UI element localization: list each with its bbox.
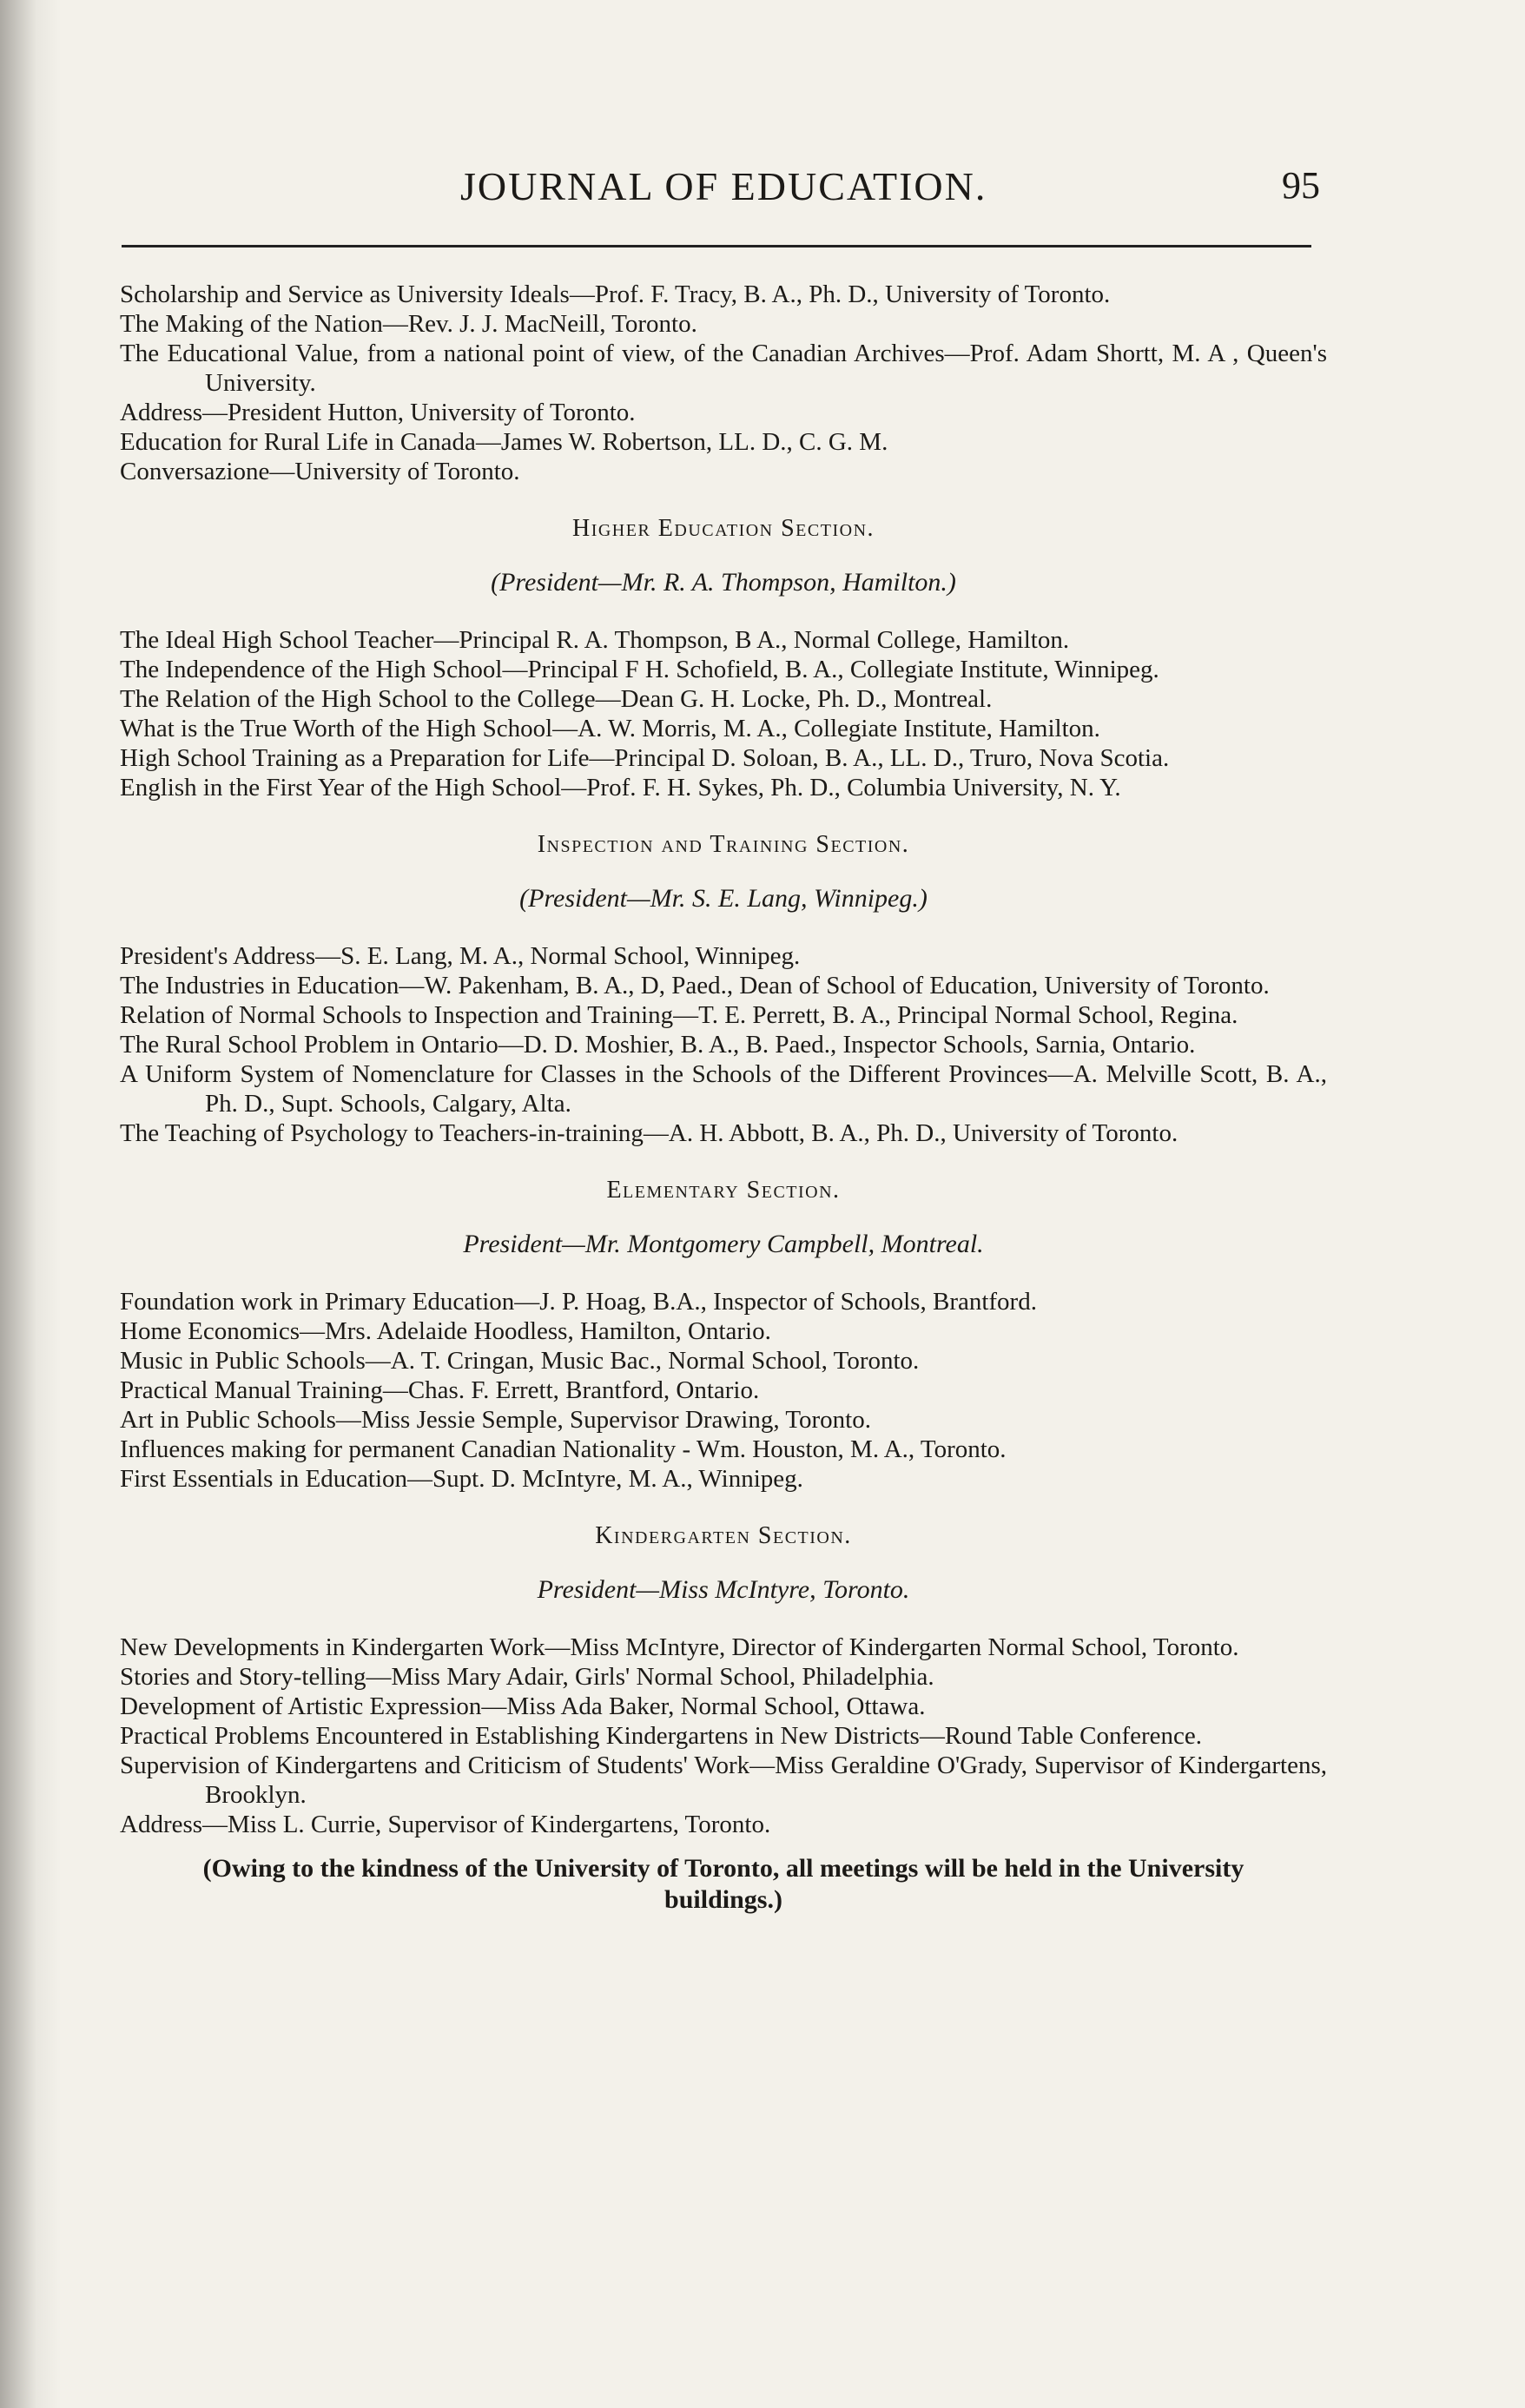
program-entry: Address—President Hutton, University of Toronto. bbox=[120, 399, 636, 426]
program-entry: English in the First Year of the High School—Prof. F. H. Sykes, Ph. D., Columbia University, N. Y. bbox=[120, 774, 1121, 802]
section-title: Kindergarten Section. bbox=[595, 1522, 852, 1549]
general-session-entries bbox=[120, 280, 1327, 486]
program-entry: The Ideal High School Teacher—Principal R. A. Thompson, B A., Normal College, Hamilton. bbox=[120, 626, 1070, 654]
program-entry: The Rural School Problem in Ontario—D. D. Moshier, B. A., B. Paed., Inspector Schools, Sarnia, Ontario. bbox=[120, 1031, 1196, 1059]
program-entry: What is the True Worth of the High School—A. W. Morris, M. A., Collegiate Institute, Hamilton. bbox=[120, 715, 1100, 742]
program-entry: The Independence of the High School—Principal F H. Schofield, B. A., Collegiate Institute, Winnipeg. bbox=[120, 656, 1159, 683]
program-entry: Stories and Story-telling—Miss Mary Adair, Girls' Normal School, Philadelphia. bbox=[120, 1663, 934, 1691]
higher-education-section bbox=[120, 514, 1327, 802]
program-entry: Supervision of Kindergartens and Criticism of Students' Work—Miss Geraldine O'Grady, Supervisor of Kindergartens, Brooklyn. bbox=[120, 1752, 1327, 1809]
section-entries bbox=[120, 1633, 1327, 1839]
program-entry: Practical Problems Encountered in Establishing Kindergartens in New Districts—Round Table Conference. bbox=[120, 1722, 1203, 1750]
program-entry: The Making of the Nation—Rev. J. J. MacNeill, Toronto. bbox=[120, 310, 697, 338]
inspection-training-section bbox=[120, 830, 1327, 1148]
program-entry: Relation of Normal Schools to Inspection and Training—T. E. Perrett, B. A., Principal Normal School, Regina. bbox=[120, 1001, 1238, 1029]
program-entry: Foundation work in Primary Education—J. P. Hoag, B.A., Inspector of Schools, Brantford. bbox=[120, 1288, 1037, 1316]
header-rule bbox=[122, 245, 1311, 247]
section-title: Inspection and Training Section. bbox=[537, 831, 910, 858]
program-entry: Art in Public Schools—Miss Jessie Semple, Supervisor Drawing, Toronto. bbox=[120, 1406, 871, 1434]
section-entries bbox=[120, 941, 1327, 1148]
program-entry: President's Address—S. E. Lang, M. A., Normal School, Winnipeg. bbox=[120, 942, 801, 970]
program-entry: Home Economics—Mrs. Adelaide Hoodless, Hamilton, Ontario. bbox=[120, 1317, 771, 1345]
program-entry: Practical Manual Training—Chas. F. Errett, Brantford, Ontario. bbox=[120, 1376, 760, 1404]
program-entry: Development of Artistic Expression—Miss Ada Baker, Normal School, Ottawa. bbox=[120, 1692, 926, 1720]
program-entry: The Teaching of Psychology to Teachers-in-training—A. H. Abbott, B. A., Ph. D., University of Toronto. bbox=[120, 1119, 1178, 1147]
section-president: (President—Mr. S. E. Lang, Winnipeg.) bbox=[519, 884, 928, 913]
program-entry: First Essentials in Education—Supt. D. McIntyre, M. A., Winnipeg. bbox=[120, 1465, 803, 1493]
section-title: Higher Education Section. bbox=[571, 515, 875, 542]
running-title: JOURNAL OF EDUCATION. bbox=[460, 164, 987, 208]
program-entry: Conversazione—University of Toronto. bbox=[120, 458, 520, 485]
program-entry: Influences making for permanent Canadian Nationality - Wm. Houston, M. A., Toronto. bbox=[120, 1435, 1007, 1463]
page-number: 95 bbox=[1282, 164, 1320, 207]
program-entry: The Relation of the High School to the College—Dean G. H. Locke, Ph. D., Montreal. bbox=[120, 685, 993, 713]
kindergarten-section bbox=[120, 1521, 1327, 1916]
section-president: (President—Mr. R. A. Thompson, Hamilton.) bbox=[491, 568, 956, 597]
section-title: Elementary Section. bbox=[606, 1177, 841, 1204]
program-entry: A Uniform System of Nomenclature for Classes in the Schools of the Different Provinces—A. Melville Scott, B. A., Ph. D., Supt. Schools, Calgary, Alta. bbox=[120, 1060, 1327, 1118]
program-entry: The Educational Value, from a national point of view, of the Canadian Archives—Prof. Adam Shortt, M. A , Queen's University. bbox=[120, 340, 1327, 397]
program-entry: Music in Public Schools—A. T. Cringan, Music Bac., Normal School, Toronto. bbox=[120, 1347, 920, 1375]
program-entry: Address—Miss L. Currie, Supervisor of Kindergartens, Toronto. bbox=[120, 1811, 771, 1838]
program-entry: New Developments in Kindergarten Work—Miss McIntyre, Director of Kindergarten Normal School, Toronto. bbox=[120, 1633, 1239, 1661]
program-entry: Education for Rural Life in Canada—James W. Robertson, LL. D., C. G. M. bbox=[120, 428, 888, 456]
section-entries bbox=[120, 1287, 1327, 1494]
closing-note: (Owing to the kindness of the University of Toronto, all meetings will be held in the University buildings.) bbox=[202, 1854, 1244, 1914]
section-president: President—Mr. Montgomery Campbell, Montreal. bbox=[463, 1230, 984, 1258]
program-entry: High School Training as a Preparation for Life—Principal D. Soloan, B. A., LL. D., Truro, Nova Scotia. bbox=[120, 744, 1170, 772]
section-entries bbox=[120, 625, 1327, 802]
elementary-section bbox=[120, 1176, 1327, 1494]
program-listing bbox=[120, 280, 1327, 1916]
scanned-page-edge bbox=[0, 0, 61, 2408]
section-president: President—Miss McIntyre, Toronto. bbox=[537, 1575, 910, 1604]
page-header bbox=[122, 163, 1320, 215]
program-entry: The Industries in Education—W. Pakenham, B. A., D, Paed., Dean of School of Education, University of Toronto. bbox=[120, 972, 1270, 999]
program-entry: Scholarship and Service as University Ideals—Prof. F. Tracy, B. A., Ph. D., University of Toronto. bbox=[120, 280, 1111, 308]
